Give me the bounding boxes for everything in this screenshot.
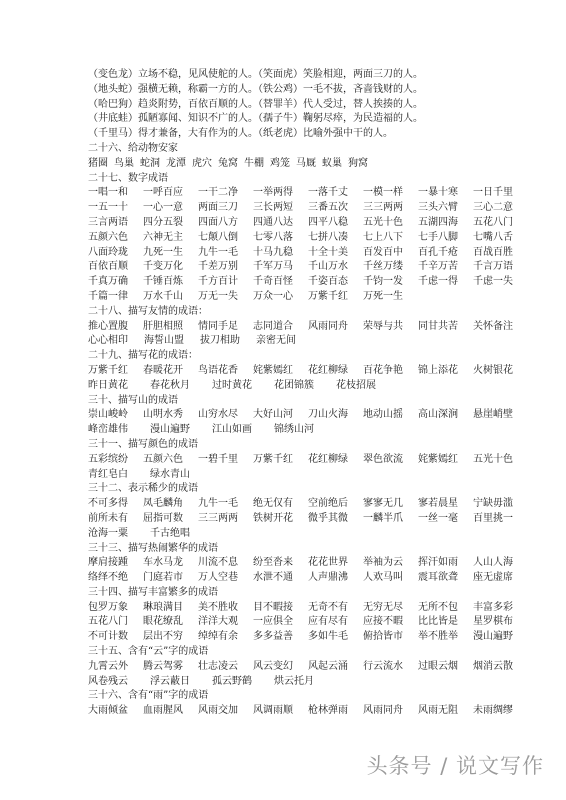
idiom: 地动山摇 bbox=[363, 409, 403, 421]
idiom: 微乎其微 bbox=[308, 512, 348, 524]
idiom: 前所未有 bbox=[88, 512, 128, 524]
idiom: 风雨同舟 bbox=[308, 320, 348, 332]
idiom: 鸟语花香 bbox=[198, 364, 238, 376]
idiom-row bbox=[88, 675, 528, 690]
idiom: 蛇洞 bbox=[140, 157, 160, 169]
idiom: 摩肩接踵 bbox=[88, 557, 128, 569]
idiom-row bbox=[88, 660, 528, 675]
idiom: 一碧千里 bbox=[198, 453, 238, 465]
idiom: 风起云涌 bbox=[308, 660, 348, 672]
idiom-row bbox=[88, 290, 528, 305]
idiom: 七上八下 bbox=[363, 231, 403, 243]
idiom-row bbox=[88, 320, 528, 335]
idiom: 五彩缤纷 bbox=[88, 453, 128, 465]
idiom: 比比皆是 bbox=[418, 616, 458, 628]
idiom: 肝胆相照 bbox=[143, 320, 183, 332]
idiom: 拔刀相助 bbox=[200, 335, 240, 347]
idiom: 花花世界 bbox=[308, 557, 348, 569]
idiom: 千方百计 bbox=[198, 276, 238, 288]
idiom: 应接不暇 bbox=[363, 616, 403, 628]
idiom: 鸟巢 bbox=[114, 157, 134, 169]
idiom: 万紫千红 bbox=[253, 453, 293, 465]
idiom: 五颜六色 bbox=[143, 453, 183, 465]
idiom: 狗窝 bbox=[348, 157, 368, 169]
idiom: 三长两短 bbox=[253, 202, 293, 214]
idiom: 千真万确 bbox=[88, 276, 128, 288]
idiom: 百孔千疮 bbox=[418, 246, 458, 258]
idiom: 屈指可数 bbox=[143, 512, 183, 524]
idiom: 亲密无间 bbox=[256, 335, 296, 347]
idiom: 七颠八倒 bbox=[198, 231, 238, 243]
idiom: 漫山遍野 bbox=[150, 424, 190, 436]
idiom: 十马九稳 bbox=[253, 246, 293, 258]
idiom: 刀山火海 bbox=[308, 409, 348, 421]
idiom: 蚁巢 bbox=[322, 157, 342, 169]
idiom: 万无一失 bbox=[198, 290, 238, 302]
idiom-row bbox=[88, 231, 528, 246]
idiom: 千锤百炼 bbox=[143, 276, 183, 288]
idiom: 过眼云烟 bbox=[418, 660, 458, 672]
idiom: 洋洋大观 bbox=[198, 616, 238, 628]
idiom: 无穷无尽 bbox=[363, 601, 403, 613]
idiom: 火树银花 bbox=[473, 364, 513, 376]
idiom: 一应俱全 bbox=[253, 616, 293, 628]
idiom: 万死一生 bbox=[363, 290, 403, 302]
idiom: 牛棚 bbox=[244, 157, 264, 169]
idiom-row bbox=[88, 260, 528, 275]
idiom: 万众一心 bbox=[253, 290, 293, 302]
idiom: 一干二净 bbox=[198, 187, 238, 199]
idiom: 情同手足 bbox=[198, 320, 238, 332]
idiom: 千奇百怪 bbox=[253, 276, 293, 288]
idiom: 峰峦雄伟 bbox=[88, 424, 128, 436]
idiom: 两面三刀 bbox=[198, 202, 238, 214]
idiom: 四通八达 bbox=[253, 216, 293, 228]
idiom: 九死一生 bbox=[143, 246, 183, 258]
idiom: 车水马龙 bbox=[143, 557, 183, 569]
idiom: 百里挑一 bbox=[473, 512, 513, 524]
idiom: 千山万水 bbox=[308, 261, 348, 273]
idiom: 万人空巷 bbox=[198, 572, 238, 584]
section-heading: 三十六、含有“雨”字的成语 bbox=[88, 690, 209, 702]
idiom: 烘云托月 bbox=[274, 675, 314, 687]
idiom: 鸡笼 bbox=[270, 157, 290, 169]
idiom: 山明水秀 bbox=[143, 409, 183, 421]
idiom: 四平八稳 bbox=[308, 216, 348, 228]
idiom: 江山如画 bbox=[212, 424, 252, 436]
idiom-row bbox=[88, 453, 528, 468]
idiom: 孤云野鹤 bbox=[212, 675, 252, 687]
idiom: 挥汗如雨 bbox=[418, 557, 458, 569]
idiom: 猪圈 bbox=[88, 157, 108, 169]
idiom: 关怀备注 bbox=[473, 320, 513, 332]
idiom: 千言万语 bbox=[473, 261, 513, 273]
idiom: 层出不穷 bbox=[143, 631, 183, 643]
idiom: 龙潭 bbox=[166, 157, 186, 169]
idiom: 眼花缭乱 bbox=[143, 616, 183, 628]
idiom: 锦上添花 bbox=[418, 364, 458, 376]
idiom: 千虑一失 bbox=[473, 276, 513, 288]
idiom: 千篇一律 bbox=[88, 290, 128, 302]
idiom: 同甘共苦 bbox=[418, 320, 458, 332]
section-heading: 三十二、表示稀少的成语 bbox=[88, 483, 198, 495]
idiom: 沧海一粟 bbox=[88, 527, 128, 539]
idiom: 万水千山 bbox=[143, 290, 183, 302]
idiom: 山穷水尽 bbox=[198, 409, 238, 421]
idiom: 大好山河 bbox=[253, 409, 293, 421]
idiom: 举袖为云 bbox=[363, 557, 403, 569]
idiom: 青红皂白 bbox=[88, 468, 128, 480]
idiom: 春暖花开 bbox=[143, 364, 183, 376]
idiom: 锦绣山河 bbox=[274, 424, 314, 436]
idiom: 荣辱与共 bbox=[363, 320, 403, 332]
idiom-row bbox=[88, 334, 528, 349]
idiom-row bbox=[88, 216, 528, 231]
idiom: 百依百顺 bbox=[88, 261, 128, 273]
idiom-row bbox=[88, 497, 528, 512]
section-heading: 二十九、描写花的成语： bbox=[88, 350, 198, 362]
idiom: 川流不息 bbox=[198, 557, 238, 569]
idiom: 空前绝后 bbox=[308, 498, 348, 510]
section-heading: 二十六、给动物安家 bbox=[88, 142, 178, 154]
idiom: 人声鼎沸 bbox=[308, 572, 348, 584]
idiom: 八面玲珑 bbox=[88, 246, 128, 258]
idiom: 凤毛麟角 bbox=[143, 498, 183, 510]
idiom-row bbox=[88, 601, 528, 616]
idiom: 绰绰有余 bbox=[198, 631, 238, 643]
idiom: 千差万别 bbox=[198, 261, 238, 273]
idiom: 一麟半爪 bbox=[363, 512, 403, 524]
idiom: 千虑一得 bbox=[418, 276, 458, 288]
idiom: 九牛一毛 bbox=[198, 498, 238, 510]
idiom: 九霄云外 bbox=[88, 660, 128, 672]
idiom: 烟消云散 bbox=[473, 660, 513, 672]
idiom: 崇山峻岭 bbox=[88, 409, 128, 421]
idiom: 一唱一和 bbox=[88, 187, 128, 199]
idiom: 花枝招展 bbox=[336, 379, 376, 391]
idiom-row bbox=[88, 512, 528, 527]
idiom: 星罗棋布 bbox=[473, 616, 513, 628]
idiom: 万紫千红 bbox=[308, 290, 348, 302]
sections-block bbox=[88, 142, 528, 719]
idiom: 千辛万苦 bbox=[418, 261, 458, 273]
idiom-row bbox=[88, 571, 528, 586]
idiom: 百发百中 bbox=[363, 246, 403, 258]
idiom: 多多益善 bbox=[253, 631, 293, 643]
intro-line: （井底蛙）孤陋寡闻、知识不广的人。（孺子牛）鞠躬尽瘁，为民造福的人。 bbox=[88, 113, 423, 125]
intro-line: （变色龙）立场不稳，见风使舵的人。（笑面虎）笑脸相迎，两面三刀的人。 bbox=[88, 69, 423, 80]
idiom: 五光十色 bbox=[473, 453, 513, 465]
idiom: 姹紫嫣红 bbox=[253, 364, 293, 376]
section-heading: 三十五、含有“云”字的成语 bbox=[88, 646, 209, 658]
idiom: 花团锦簇 bbox=[274, 379, 314, 391]
idiom-row bbox=[88, 275, 528, 290]
idiom: 风卷残云 bbox=[88, 675, 128, 687]
idiom: 三三两两 bbox=[363, 202, 403, 214]
idiom: 过时黄花 bbox=[212, 379, 252, 391]
idiom-row bbox=[88, 615, 528, 630]
idiom: 四面八方 bbox=[198, 216, 238, 228]
idiom: 志同道合 bbox=[253, 320, 293, 332]
idiom: 四分五裂 bbox=[143, 216, 183, 228]
idiom: 不可计数 bbox=[88, 631, 128, 643]
idiom: 兔窝 bbox=[218, 157, 238, 169]
idiom-row bbox=[88, 364, 528, 379]
idiom: 风雨交加 bbox=[198, 705, 238, 717]
idiom: 枪林弹雨 bbox=[308, 705, 348, 717]
intro-block bbox=[88, 68, 528, 142]
section-heading: 二十七、数字成语 bbox=[88, 172, 168, 184]
idiom: 千丝万缕 bbox=[363, 261, 403, 273]
idiom: 俯拾皆市 bbox=[363, 631, 403, 643]
idiom: 五光十色 bbox=[363, 216, 403, 228]
idiom: 风雨同舟 bbox=[363, 705, 403, 717]
idiom: 千古绝唱 bbox=[150, 527, 190, 539]
idiom-row bbox=[88, 630, 528, 645]
idiom: 铁树开花 bbox=[253, 512, 293, 524]
idiom: 人欢马叫 bbox=[363, 572, 403, 584]
idiom: 心心相印 bbox=[88, 335, 128, 347]
idiom: 腾云驾雾 bbox=[143, 660, 183, 672]
idiom-row bbox=[88, 704, 528, 719]
idiom: 一举两得 bbox=[253, 187, 293, 199]
idiom: 无奇不有 bbox=[308, 601, 348, 613]
idiom: 未雨绸缪 bbox=[473, 705, 513, 717]
idiom: 昨日黄花 bbox=[88, 379, 128, 391]
section-heading: 二十八、描写友情的成语： bbox=[88, 305, 208, 317]
idiom: 春花秋月 bbox=[150, 379, 190, 391]
idiom: 十全十美 bbox=[308, 246, 348, 258]
idiom: 一呼百应 bbox=[143, 187, 183, 199]
idiom: 千钧一发 bbox=[363, 276, 403, 288]
idiom: 目不暇接 bbox=[253, 601, 293, 613]
idiom: 人山人海 bbox=[473, 557, 513, 569]
idiom: 翠色欲流 bbox=[363, 453, 403, 465]
idiom-row bbox=[88, 468, 528, 483]
idiom: 大雨倾盆 bbox=[88, 705, 128, 717]
document-body bbox=[88, 68, 528, 719]
idiom: 风雨无阻 bbox=[418, 705, 458, 717]
idiom: 丰富多彩 bbox=[473, 601, 513, 613]
idiom: 九牛一毛 bbox=[198, 246, 238, 258]
idiom: 行云流水 bbox=[363, 660, 403, 672]
idiom-row bbox=[88, 157, 528, 172]
idiom-row bbox=[88, 201, 528, 216]
idiom: 悬崖峭壁 bbox=[473, 409, 513, 421]
idiom-row bbox=[88, 408, 528, 423]
idiom: 三头六臂 bbox=[418, 202, 458, 214]
idiom: 一模一样 bbox=[363, 187, 403, 199]
idiom: 浮云蔽日 bbox=[150, 675, 190, 687]
idiom: 五颜六色 bbox=[88, 231, 128, 243]
idiom: 寥若晨星 bbox=[418, 498, 458, 510]
idiom: 一日千里 bbox=[473, 187, 513, 199]
idiom: 络绎不绝 bbox=[88, 572, 128, 584]
idiom: 无所不包 bbox=[418, 601, 458, 613]
idiom: 花红柳绿 bbox=[308, 453, 348, 465]
idiom: 马厩 bbox=[296, 157, 316, 169]
idiom-row bbox=[88, 556, 528, 571]
idiom: 千变万化 bbox=[143, 261, 183, 273]
idiom: 三三两两 bbox=[198, 512, 238, 524]
idiom: 百战百胜 bbox=[473, 246, 513, 258]
idiom: 寥寥无几 bbox=[363, 498, 403, 510]
section-heading: 三十四、描写丰富繁多的成语 bbox=[88, 586, 218, 598]
idiom: 千军万马 bbox=[253, 261, 293, 273]
idiom: 五花八门 bbox=[88, 616, 128, 628]
idiom-row bbox=[88, 246, 528, 261]
idiom: 不可多得 bbox=[88, 498, 128, 510]
idiom: 血雨腥风 bbox=[143, 705, 183, 717]
idiom: 漫山遍野 bbox=[473, 631, 513, 643]
intro-line: （地头蛇）强横无赖，称霸一方的人。（铁公鸡）一毛不拔，吝啬钱财的人。 bbox=[88, 83, 423, 95]
idiom: 风云变幻 bbox=[253, 660, 293, 672]
intro-line: （哈巴狗）趋炎附势，百依百顺的人。（替罪羊）代人受过，替人挨揍的人。 bbox=[88, 98, 423, 110]
idiom: 绿水青山 bbox=[150, 468, 190, 480]
idiom-row bbox=[88, 527, 528, 542]
idiom: 门庭若市 bbox=[143, 572, 183, 584]
section-heading: 三十一、描写颜色的成语 bbox=[88, 438, 198, 450]
idiom: 绝无仅有 bbox=[253, 498, 293, 510]
idiom: 百花争艳 bbox=[363, 364, 403, 376]
idiom: 一落千丈 bbox=[308, 187, 348, 199]
idiom: 壮志凌云 bbox=[198, 660, 238, 672]
idiom: 宁缺毋滥 bbox=[473, 498, 513, 510]
idiom: 三心二意 bbox=[473, 202, 513, 214]
idiom: 应有尽有 bbox=[308, 616, 348, 628]
intro-line: （千里马）得才兼备，大有作为的人。（纸老虎）比喻外强中干的人。 bbox=[88, 128, 393, 140]
watermark: 头条号 / 说文写作 bbox=[366, 754, 544, 778]
idiom-row bbox=[88, 186, 528, 201]
idiom: 震耳欲聋 bbox=[418, 572, 458, 584]
idiom: 三言两语 bbox=[88, 216, 128, 228]
idiom: 风调雨顺 bbox=[253, 705, 293, 717]
idiom: 三番五次 bbox=[308, 202, 348, 214]
idiom: 一暴十寒 bbox=[418, 187, 458, 199]
idiom: 一心一意 bbox=[143, 202, 183, 214]
idiom: 花红柳绿 bbox=[308, 364, 348, 376]
idiom: 多如牛毛 bbox=[308, 631, 348, 643]
idiom: 举不胜举 bbox=[418, 631, 458, 643]
idiom: 五湖四海 bbox=[418, 216, 458, 228]
idiom-row bbox=[88, 423, 528, 438]
idiom: 六神无主 bbox=[143, 231, 183, 243]
idiom: 七拼八凑 bbox=[308, 231, 348, 243]
idiom: 五花八门 bbox=[473, 216, 513, 228]
section-heading: 三十、描写山的成语 bbox=[88, 394, 178, 406]
idiom: 座无虚席 bbox=[473, 572, 513, 584]
idiom: 海誓山盟 bbox=[144, 335, 184, 347]
idiom: 一五一十 bbox=[88, 202, 128, 214]
idiom: 七零八落 bbox=[253, 231, 293, 243]
idiom: 水泄不通 bbox=[253, 572, 293, 584]
idiom: 琳琅满目 bbox=[143, 601, 183, 613]
idiom: 七手八脚 bbox=[418, 231, 458, 243]
idiom: 姹紫嫣红 bbox=[418, 453, 458, 465]
idiom: 一丝一毫 bbox=[418, 512, 458, 524]
idiom: 包罗万象 bbox=[88, 601, 128, 613]
idiom: 美不胜收 bbox=[198, 601, 238, 613]
idiom: 纷至沓来 bbox=[253, 557, 293, 569]
idiom: 万紫千红 bbox=[88, 364, 128, 376]
idiom: 高山深涧 bbox=[418, 409, 458, 421]
idiom: 千姿百态 bbox=[308, 276, 348, 288]
idiom: 虎穴 bbox=[192, 157, 212, 169]
idiom-row bbox=[88, 379, 528, 394]
section-heading: 三十三、描写热闹繁华的成语 bbox=[88, 542, 218, 554]
idiom: 七嘴八舌 bbox=[473, 231, 513, 243]
idiom: 推心置腹 bbox=[88, 320, 128, 332]
